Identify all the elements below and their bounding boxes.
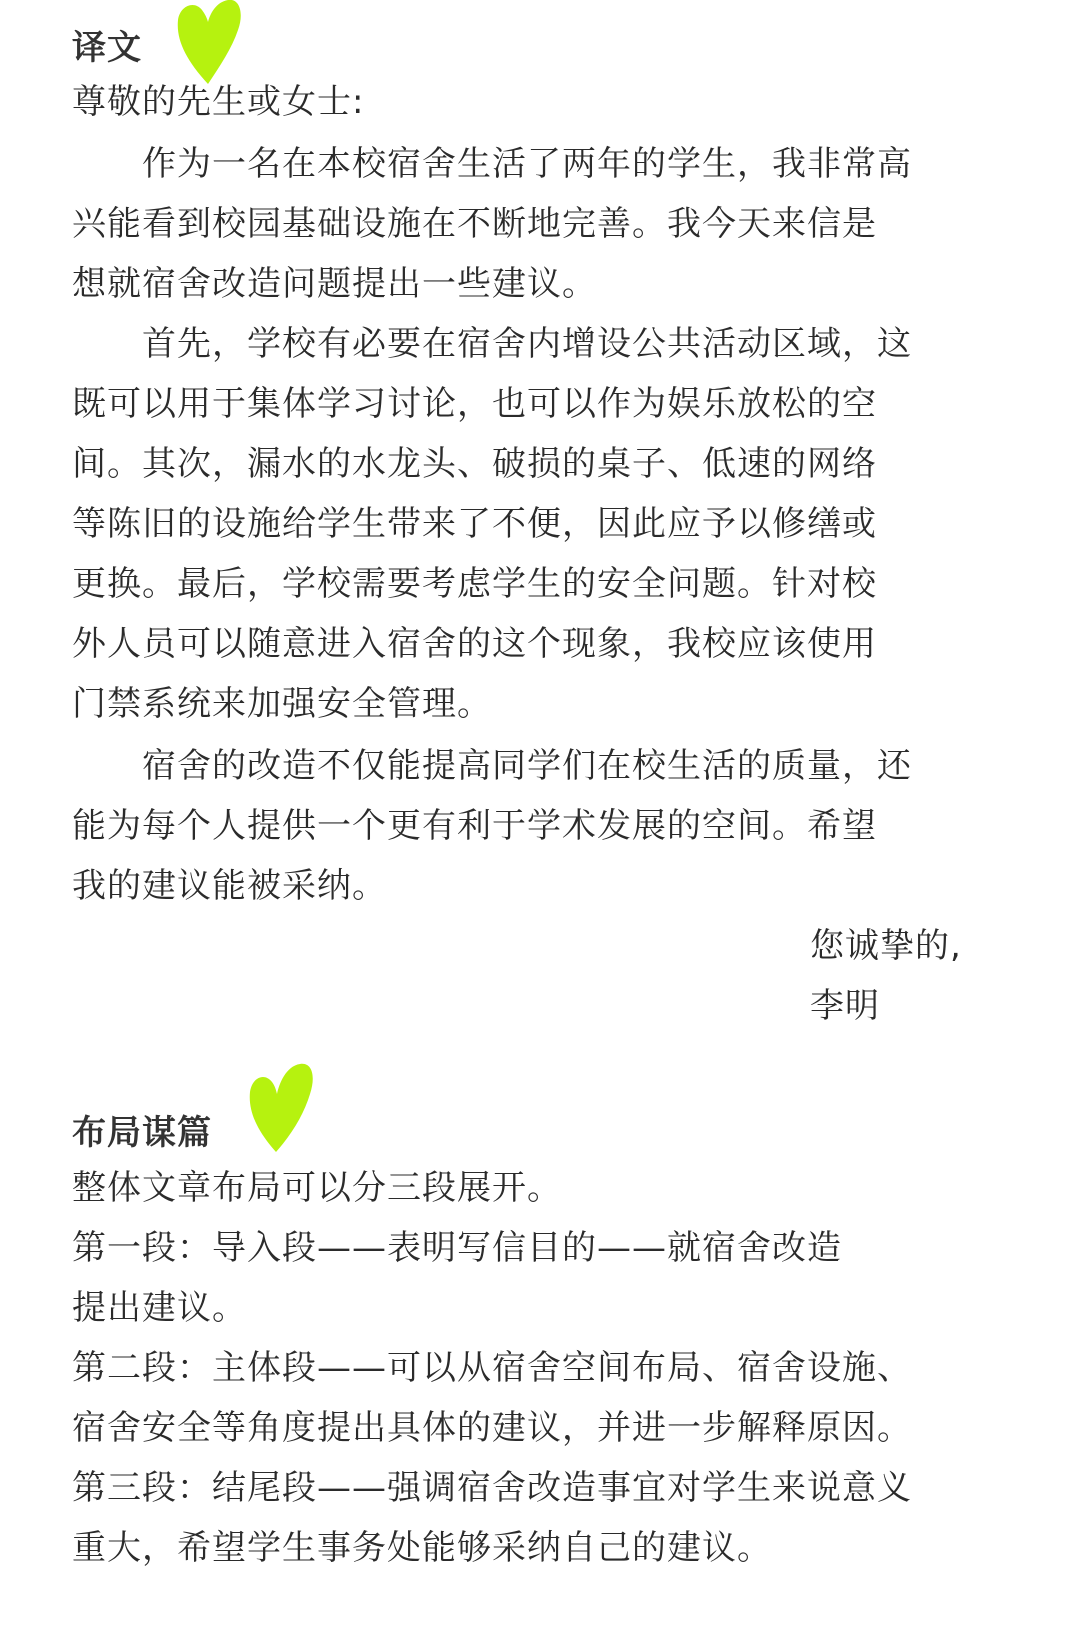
paragraph-line: 更换。最后，学校需要考虑学生的安全问题。针对校 xyxy=(72,564,877,604)
paragraph-line: 首先，学校有必要在宿舍内增设公共活动区域，这 xyxy=(142,324,912,364)
paragraph-line: 宿舍的改造不仅能提高同学们在校生活的质量，还 xyxy=(142,746,912,786)
plan-line: 重大，希望学生事务处能够采纳自己的建议。 xyxy=(72,1528,772,1568)
paragraph-line: 等陈旧的设施给学生带来了不便，因此应予以修缮或 xyxy=(72,504,877,544)
translation-title: 译文 xyxy=(72,28,142,68)
paragraph-line: 想就宿舍改造问题提出一些建议。 xyxy=(72,264,597,304)
heart-icon xyxy=(172,0,244,86)
paragraph-line: 我的建议能被采纳。 xyxy=(72,866,387,906)
paragraph-line: 外人员可以随意进入宿舍的这个现象，我校应该使用 xyxy=(72,624,877,664)
plan-line: 第一段：导入段——表明写信目的——就宿舍改造 xyxy=(72,1228,842,1268)
signature: 李明 xyxy=(810,986,880,1026)
plan-line: 第二段：主体段——可以从宿舍空间布局、宿舍设施、 xyxy=(72,1348,912,1388)
plan-line: 整体文章布局可以分三段展开。 xyxy=(72,1168,562,1208)
salutation: 尊敬的先生或女士: xyxy=(72,82,365,122)
plan-line: 第三段：结尾段——强调宿舍改造事宜对学生来说意义 xyxy=(72,1468,912,1508)
paragraph-line: 能为每个人提供一个更有利于学术发展的空间。希望 xyxy=(72,806,877,846)
layout-plan-title: 布局谋篇 xyxy=(72,1113,212,1153)
paragraph-line: 作为一名在本校宿舍生活了两年的学生，我非常高 xyxy=(142,144,912,184)
closing: 您诚挚的, xyxy=(810,926,962,966)
paragraph-line: 既可以用于集体学习讨论，也可以作为娱乐放松的空 xyxy=(72,384,877,424)
plan-line: 提出建议。 xyxy=(72,1288,247,1328)
paragraph-line: 门禁系统来加强安全管理。 xyxy=(72,684,492,724)
plan-line: 宿舍安全等角度提出具体的建议，并进一步解释原因。 xyxy=(72,1408,912,1448)
paragraph-line: 兴能看到校园基础设施在不断地完善。我今天来信是 xyxy=(72,204,877,244)
paragraph-line: 间。其次，漏水的水龙头、破损的桌子、低速的网络 xyxy=(72,444,877,484)
heart-icon xyxy=(246,1062,316,1154)
